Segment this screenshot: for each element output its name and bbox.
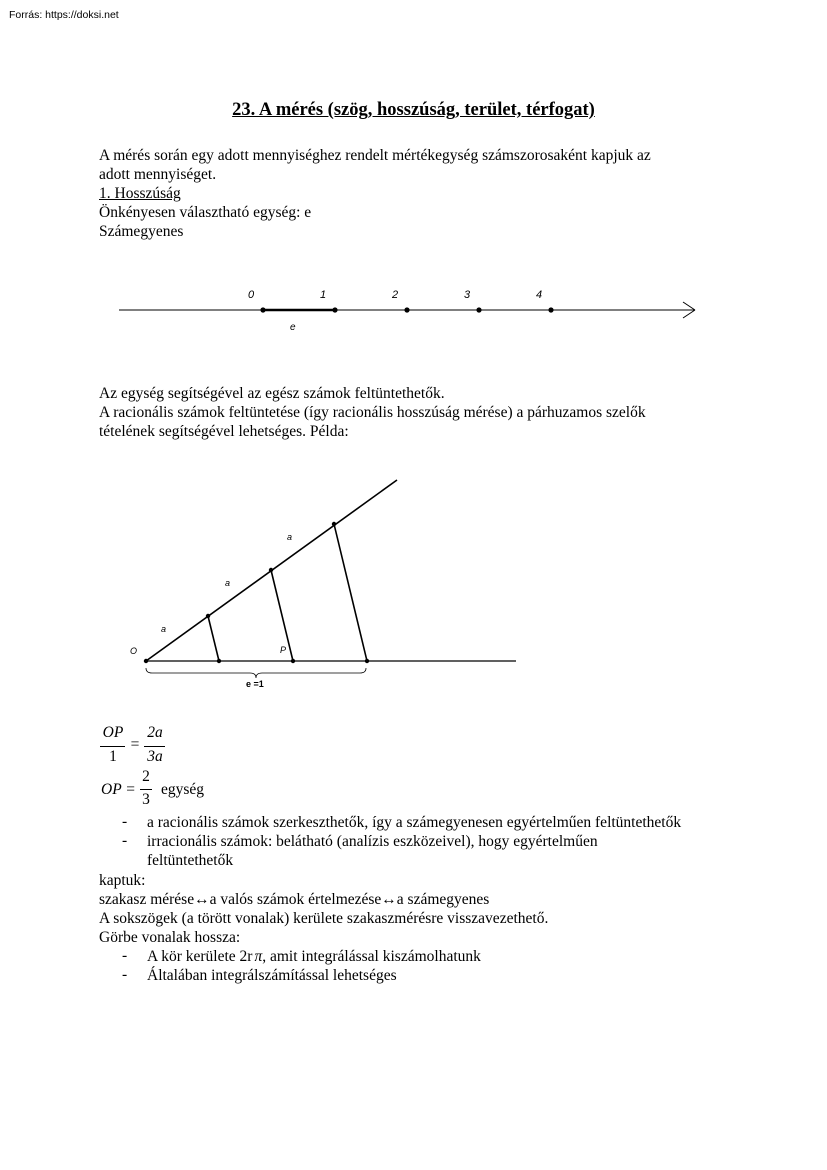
tick-point-1 <box>332 307 337 312</box>
bullet-integration: Általában integrálszámítással lehetséges <box>147 967 397 984</box>
tick-label-4: 4 <box>536 289 543 301</box>
secant-3 <box>334 524 367 661</box>
para-integers: Az egység segítségével az egész számok feltüntethetők. <box>99 385 445 402</box>
label-a-3: a <box>287 532 293 542</box>
point-base-1 <box>217 659 221 663</box>
tick-point-4 <box>548 307 553 312</box>
bullet-circle-text-a: A kör kerülete 2r <box>147 948 253 965</box>
formula2-lhs: OP = <box>101 781 136 798</box>
unit-brace <box>146 668 366 678</box>
formula1-eq: = <box>130 736 140 753</box>
formula2-unit: egység <box>161 781 205 798</box>
label-a-1: a <box>161 624 167 634</box>
tick-label-3: 3 <box>464 289 471 301</box>
tick-point-0 <box>260 307 265 312</box>
para-rational-line-2: tételének segítségével lehetséges. Példa: <box>99 423 349 440</box>
point-a1 <box>206 614 210 618</box>
formula1-rhs-bar <box>144 746 165 747</box>
bullet-irrational-cont: feltüntethetők <box>147 852 234 869</box>
tick-label-2: 2 <box>392 289 399 301</box>
number-line-arrow-lower <box>683 310 695 318</box>
equivalence-line: szakasz mérése↔a valós számok értelmezése↔a számegyenes <box>99 891 490 908</box>
bullet-dash-2: - <box>122 832 128 849</box>
formula1-rhs-num: 2a <box>147 724 163 741</box>
number-line-label: Számegyenes <box>99 223 184 240</box>
formula2-bar <box>140 789 152 790</box>
tick-point-3 <box>476 307 481 312</box>
bullet-dash-3: - <box>122 947 128 964</box>
secant-1 <box>208 616 219 661</box>
bullet-irrational: irracionális számok: belátható (analízis eszközeivel), hogy egyértelműen <box>147 833 598 850</box>
point-base-3 <box>365 659 369 663</box>
page-title-text: 23. A mérés (szög, hosszúság, terület, térfogat) <box>232 100 595 120</box>
parallel-secants-figure <box>0 470 827 730</box>
label-a-2: a <box>225 578 231 588</box>
number-line-figure <box>0 280 827 340</box>
intro-line-1: A mérés során egy adott mennyiséghez rendelt mértékegység számszorosaként kapjuk az <box>99 147 651 164</box>
curve-line: Görbe vonalak hossza: <box>99 929 241 946</box>
formula1-lhs-bar <box>100 746 125 747</box>
point-p <box>291 659 295 663</box>
unit-line: Önkényesen választható egység: e <box>99 204 312 221</box>
page-title <box>0 100 827 121</box>
kaptuk-line: kaptuk: <box>99 872 146 889</box>
source-note: Forrás: https://doksi.net <box>9 9 119 21</box>
polygon-line: A sokszögek (a törött vonalak) kerülete szakaszmérésre visszavezethető. <box>99 910 549 927</box>
formula1-lhs-den: 1 <box>109 748 117 765</box>
point-origin <box>144 659 148 663</box>
formula-ratio <box>99 724 189 770</box>
formula1-rhs-den: 3a <box>147 748 163 765</box>
pi-symbol: π <box>254 948 263 965</box>
point-a3 <box>332 522 336 526</box>
number-line-arrow-upper <box>683 302 695 310</box>
bullet-dash-1: - <box>122 813 128 830</box>
tick-point-2 <box>404 307 409 312</box>
bullet-circle-text-b: , amit integrálással kiszámolhatunk <box>262 948 481 965</box>
bullet-rational: a racionális számok szerkeszthetők, így a számegyenesen egyértelműen feltüntethetők <box>147 814 682 831</box>
tick-label-0: 0 <box>248 289 255 301</box>
para-rational-line-1: A racionális számok feltüntetése (így racionális hosszúság mérése) a párhuzamos szelők <box>99 404 646 421</box>
formula1-lhs-num: OP <box>102 724 124 741</box>
intro-line-2: adott mennyiséget. <box>99 166 217 183</box>
section-heading-length: 1. Hosszúság <box>99 185 181 202</box>
bullet-circle-circumference <box>147 947 481 966</box>
bullet-dash-4: - <box>122 966 128 983</box>
unit-label-e: e <box>290 322 296 333</box>
formula2-num: 2 <box>142 768 150 785</box>
brace-label: e =1 <box>246 679 264 689</box>
point-a2 <box>269 568 273 572</box>
formula2-den: 3 <box>142 791 150 808</box>
label-p: P <box>280 645 287 655</box>
formula-op <box>99 768 259 812</box>
tick-label-1: 1 <box>320 289 327 301</box>
label-origin: O <box>130 646 138 656</box>
